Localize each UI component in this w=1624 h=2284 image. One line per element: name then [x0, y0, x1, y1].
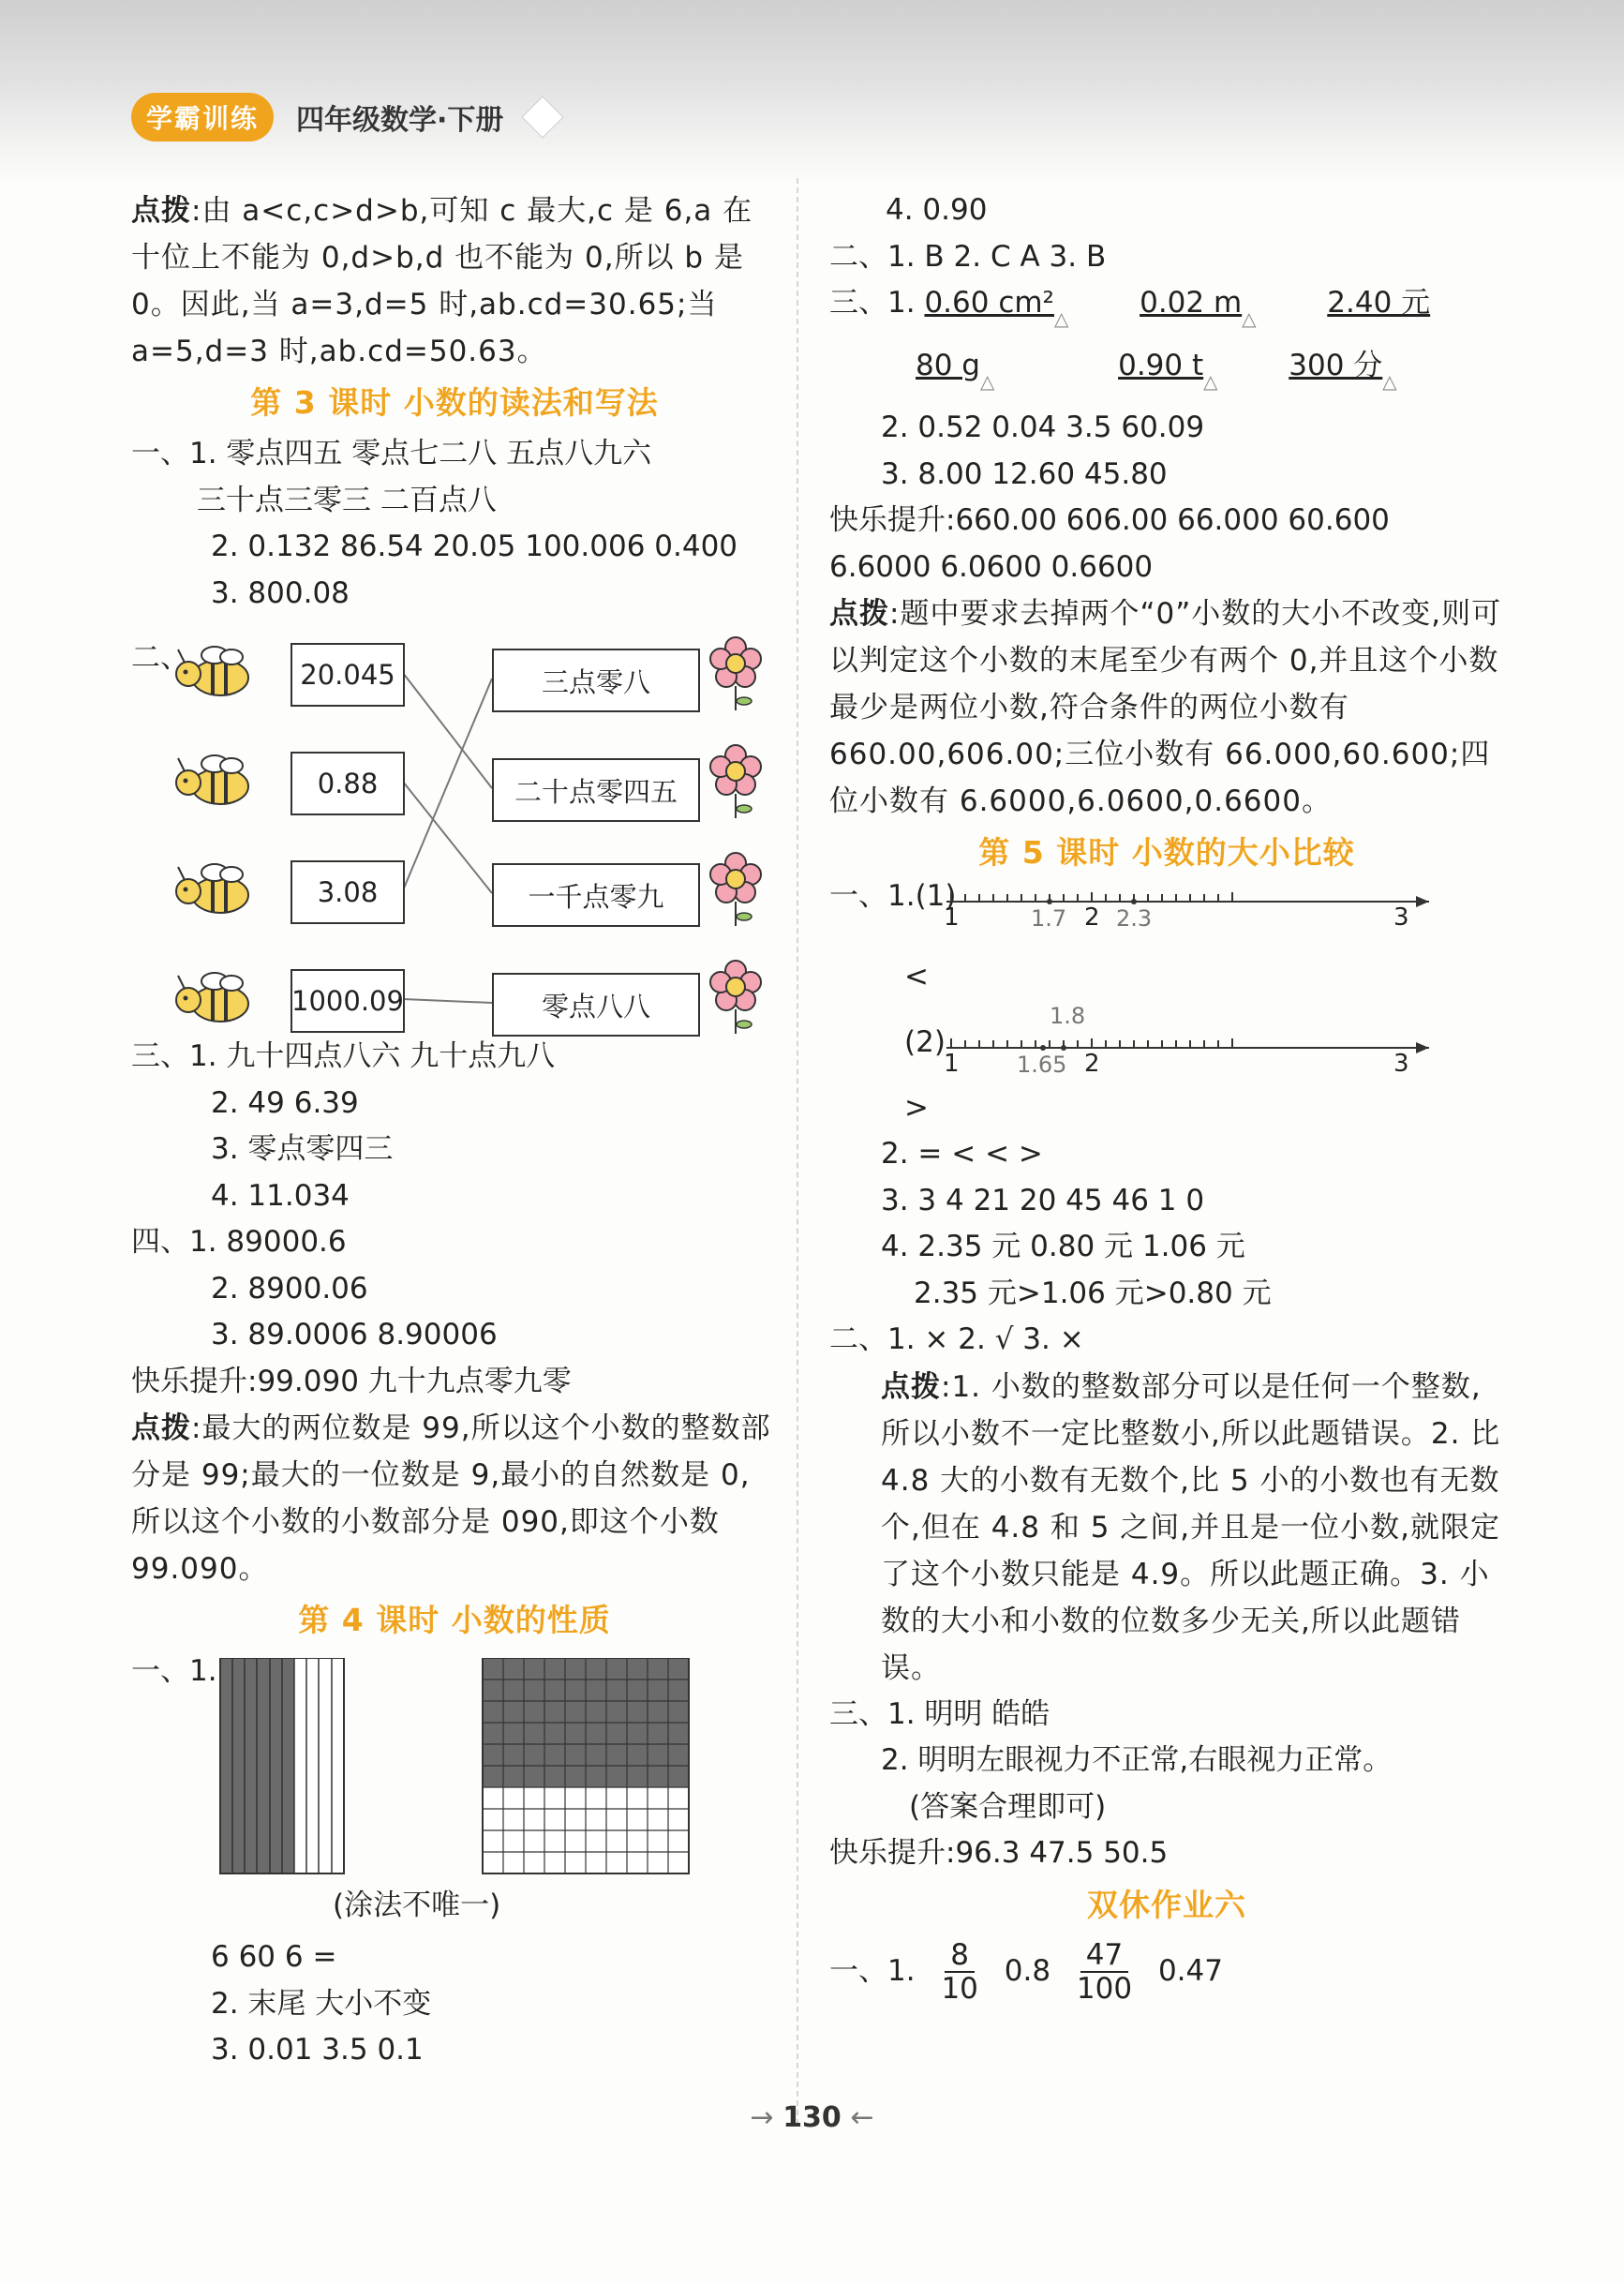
- answer-line: 二、1. × 2. √ 3. ×: [829, 1322, 1084, 1356]
- number-line-2: (2) 1 1.65 1.8 2 3: [829, 1001, 1504, 1085]
- answer-line: 2. 明明左眼视力不正常,右眼视力正常。: [881, 1743, 1393, 1777]
- number-box: 20.045: [291, 643, 405, 707]
- tick-label: 2: [1084, 903, 1100, 932]
- fraction: $\frac{47}{100}$: [1076, 1938, 1133, 2006]
- decimal-grids: [131, 1658, 778, 1888]
- tip-paragraph: 点拨:最大的两位数是 99,所以这个小数的整数部分是 99;最大的一位数是 9,最小的自然数是 0,所以这个小数的小数部分是 090,即这个小数 99.090。: [131, 1411, 771, 1586]
- tick-label: 1: [944, 903, 960, 932]
- answer-line: 3. 零点零四三: [211, 1132, 394, 1166]
- right-column: [829, 187, 1504, 2008]
- answer-line: 四、1. 89000.6: [131, 1225, 347, 1259]
- answer-line: 6 60 6 =: [211, 1940, 337, 1974]
- word-box: 一千点零九: [492, 863, 700, 927]
- diamond-icon: [522, 96, 564, 138]
- lesson5-title: 第 5 课时 小数的大小比较: [978, 834, 1355, 871]
- answer-line: 2.35 元>1.06 元>0.80 元: [914, 1276, 1272, 1310]
- bee-icon: [176, 973, 248, 1022]
- tick-label: 1.65: [1017, 1051, 1067, 1078]
- bee-icon: [176, 755, 248, 804]
- bee-icon: [176, 864, 248, 913]
- page-number: → 130 ←: [750, 2101, 874, 2134]
- answer-line: 2. = < < >: [881, 1137, 1043, 1171]
- tick-label: 1: [944, 1049, 960, 1078]
- tip-paragraph: 点拨:1. 小数的整数部分可以是任何一个整数,所以小数不一定比整数小,所以此题错误。2. 比 4.8 大的小数有无数个,比 5 小的小数也有无数个,但在 4.8 和 5 之间,并且是一位小数,就限定了这个小数只能是 4.9。所以此题正确。3. 小数的大小和小数的位数多少无关,所以此题错误。: [881, 1369, 1501, 1685]
- answer-note: (答案合理即可): [909, 1789, 1107, 1824]
- flower-icon: [710, 961, 761, 1034]
- answer-line: 2. 49 6.39: [211, 1085, 359, 1120]
- number-box: 0.88: [291, 752, 405, 815]
- answer-line: 3. 8.00 12.60 45.80: [881, 456, 1168, 491]
- intro-tip: 点拨:由 a<c,c>d>b,可知 c 最大,c 是 6,a 在十位上不能为 0,d>b,d 也不能为 0,所以 b 是 0。因此,当 a=3,d=5 时,ab.cd=30.65;当 a=5,d=3 时,ab.cd=50.63。: [131, 194, 753, 368]
- answer-line: 3. 0.01 3.5 0.1: [211, 2033, 424, 2067]
- q2-label: 二、: [131, 641, 189, 675]
- word-box: 零点八八: [492, 973, 700, 1037]
- answer-line: 2. 0.132 86.54 20.05 100.006 0.400: [211, 530, 738, 563]
- word-box: 二十点零四五: [492, 758, 700, 822]
- answer-line: 4. 2.35 元 0.80 元 1.06 元: [881, 1230, 1245, 1263]
- tick-label: 1.7: [1031, 905, 1067, 932]
- grid-note: (涂法不唯一): [333, 1888, 501, 1922]
- number-line-axis: [829, 1001, 1429, 1085]
- unit-answers-row2: 80 $g_\triangle$ 0.90 $t_\triangle$ 300 分$_\triangle$: [916, 348, 1397, 393]
- tick-label: 2: [1084, 1049, 1100, 1078]
- happy-boost: 快乐提升:96.3 47.5 50.5: [829, 1836, 1169, 1870]
- left-column: [131, 187, 778, 2074]
- grid-figure: [131, 1649, 778, 1934]
- compare-symbol: >: [904, 1090, 929, 1125]
- tick-label: 2.3: [1116, 905, 1153, 932]
- answer-line: 2. 8900.06: [211, 1271, 368, 1306]
- answer-line: 二、1. B 2. C A 3. B: [829, 239, 1107, 274]
- answer-line: 三、1. 明明 皓皓: [829, 1696, 1050, 1731]
- happy-boost-cont: 6.6000 6.0600 0.6600: [829, 549, 1154, 584]
- weekend-title: 双休作业六: [1087, 1886, 1246, 1923]
- q1-label: 一、1.: [131, 1654, 217, 1688]
- answer-line: 2. 0.52 0.04 3.5 60.09: [881, 411, 1205, 444]
- answer-line: 三、1. 九十四点八六 九十点九八: [131, 1039, 556, 1073]
- answer-line: 3. 3 4 21 20 45 46 1 0: [881, 1183, 1205, 1217]
- lesson4-title: 第 4 课时 小数的性质: [298, 1602, 611, 1638]
- answer-line: 3. 800.08: [211, 575, 350, 610]
- word-box: 三点零八: [492, 649, 700, 712]
- lesson3-title: 第 3 课时 小数的读法和写法: [250, 384, 659, 421]
- tip-paragraph: 点拨:题中要求去掉两个“0”小数的大小不改变,则可以判定这个小数的末尾至少有两个 0,并且这个小数最少是两位小数,符合条件的两位小数有 660.00,606.00;三位小数有 66.000,60.600;四位小数有 6.6000,6.0600,0.6600。: [829, 597, 1502, 818]
- column-divider: [797, 178, 798, 2125]
- number-line-1: 一、1.(1) 1 1.7 2 2.3 3: [829, 881, 1504, 954]
- unit-answers-row1: 三、1. 0.60 $cm^2_\triangle$ 0.02 $m_\triangle$ 2.40 元: [829, 286, 1431, 330]
- flower-icon: [710, 853, 761, 926]
- compare-symbol: <: [904, 960, 929, 993]
- tick-label: 3: [1393, 1049, 1409, 1078]
- matching-exercise: [131, 617, 778, 1034]
- answer-line: 三十点三零三 二百点八: [197, 483, 497, 517]
- flower-icon: [710, 637, 761, 710]
- happy-boost: 快乐提升:660.00 606.00 66.000 60.600: [829, 503, 1390, 537]
- number-box: 1000.09: [291, 969, 405, 1033]
- answer-line: 4. 0.90: [886, 193, 988, 227]
- book-title: 四年级数学·下册: [296, 104, 504, 137]
- brand-badge: 学霸训练: [131, 93, 274, 142]
- answer-line: 3. 89.0006 8.90006: [211, 1318, 498, 1351]
- fraction: $\frac{8}{10}$: [941, 1938, 978, 2006]
- fraction-answers: 一、1. $\frac{8}{10}$ 0.8 $\frac{47}{100}$ 0.47: [829, 1938, 1223, 2006]
- happy-boost: 快乐提升:99.090 九十九点零九零: [131, 1364, 572, 1398]
- tick-label: 1.8: [1050, 1002, 1086, 1029]
- tick-label: 3: [1393, 903, 1409, 932]
- answer-line: 一、1. 零点四五 零点七二八 五点八九六: [131, 437, 652, 470]
- answer-line: 4. 11.034: [211, 1178, 350, 1213]
- number-box: 3.08: [291, 860, 405, 924]
- answer-line: 2. 末尾 大小不变: [211, 1986, 432, 2021]
- flower-icon: [710, 745, 761, 818]
- page-header: [131, 89, 558, 145]
